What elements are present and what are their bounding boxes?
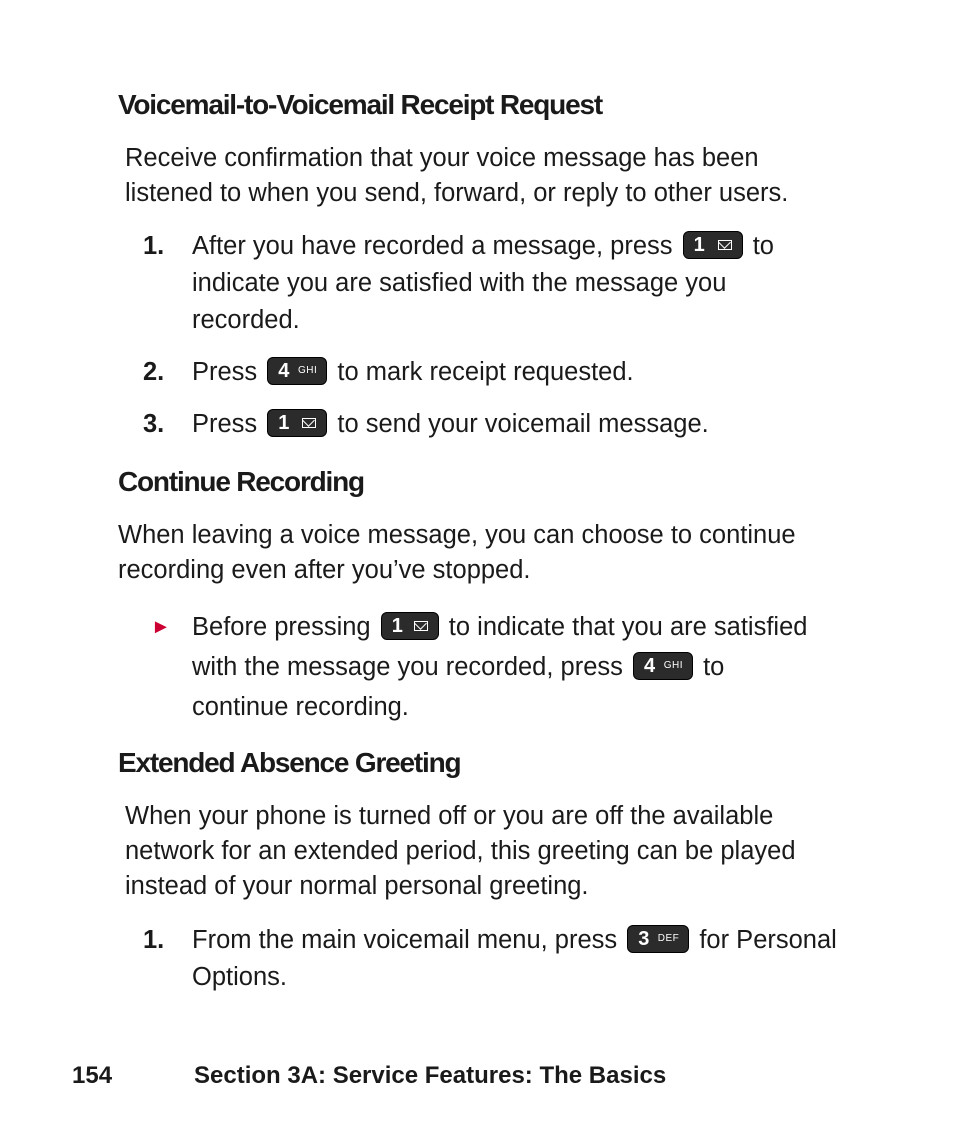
section-intro (125, 141, 788, 211)
envelope-icon (302, 418, 316, 428)
key-4-button-icon (267, 357, 327, 385)
step-text-line: After you have recorded a message, press (192, 232, 673, 260)
bullet-text (192, 607, 807, 727)
key-3-button-icon (627, 925, 689, 953)
bullet-text-line: continue recording. (192, 693, 409, 721)
step-text-post: for Personal (699, 926, 837, 954)
intro-line: instead of your normal personal greeting. (125, 872, 589, 900)
key-letters: GHI (663, 660, 683, 671)
step-number: 1. (143, 232, 165, 260)
section-heading-extended-absence: Extended Absence Greeting (118, 747, 461, 778)
intro-line: network for an extended period, this greeting can be played (125, 837, 796, 865)
intro-line: When your phone is turned off or you are off the available (125, 802, 774, 830)
key-digit: 1 (278, 412, 290, 434)
bullet-text-line: to (703, 653, 725, 681)
section-heading-receipt-request: Voicemail-to-Voicemail Receipt Request (118, 89, 602, 120)
step-text-line: recorded. (192, 306, 300, 334)
step-text-line: indicate you are satisfied with the message you (192, 269, 727, 297)
intro-line: Receive confirmation that your voice message has been (125, 144, 759, 172)
step-number: 3. (143, 410, 165, 438)
key-1-button-icon (683, 231, 743, 259)
step-text (192, 922, 837, 996)
bullet-arrow-icon: ► (151, 616, 171, 638)
key-4-button-icon (633, 652, 693, 680)
key-digit: 3 (638, 928, 650, 950)
step-text-pre: Press (192, 358, 258, 386)
footer-section-title: Section 3A: Service Features: The Basics (194, 1062, 667, 1089)
page-number: 154 (72, 1062, 113, 1089)
key-1-button-icon (267, 409, 327, 437)
bullet-text-line: Before pressing (192, 613, 371, 641)
key-letters: DEF (657, 933, 680, 944)
key-digit: 1 (391, 615, 403, 637)
step-text-post: to send your voicemail message. (337, 410, 709, 438)
section-heading-continue-recording: Continue Recording (118, 466, 364, 497)
step-text (192, 228, 774, 339)
step-text-line: to (752, 232, 774, 260)
envelope-icon (414, 621, 428, 631)
intro-line: recording even after you’ve stopped. (118, 556, 531, 584)
step-number: 2. (143, 358, 165, 386)
bullet-text-line: with the message you recorded, press (192, 653, 623, 681)
key-digit: 4 (643, 655, 656, 677)
intro-line: When leaving a voice message, you can choose to continue (118, 521, 796, 549)
bullet-text-line: to indicate that you are satisfied (448, 613, 808, 641)
section-intro (118, 518, 796, 588)
key-digit: 4 (278, 360, 290, 382)
key-1-button-icon (381, 612, 439, 640)
step-number: 1. (143, 926, 165, 954)
envelope-icon (718, 240, 732, 250)
intro-line: listened to when you send, forward, or reply to other users. (125, 179, 789, 207)
step-text-pre: From the main voicemail menu, press (192, 926, 618, 954)
step-text-post: to mark receipt requested. (337, 358, 634, 386)
step-text-line: Options. (192, 963, 287, 991)
section-intro (125, 799, 796, 904)
step-text (192, 354, 634, 391)
key-letters: GHI (298, 365, 318, 376)
step-text-pre: Press (192, 410, 258, 438)
step-text (192, 406, 709, 443)
key-digit: 1 (693, 234, 705, 256)
